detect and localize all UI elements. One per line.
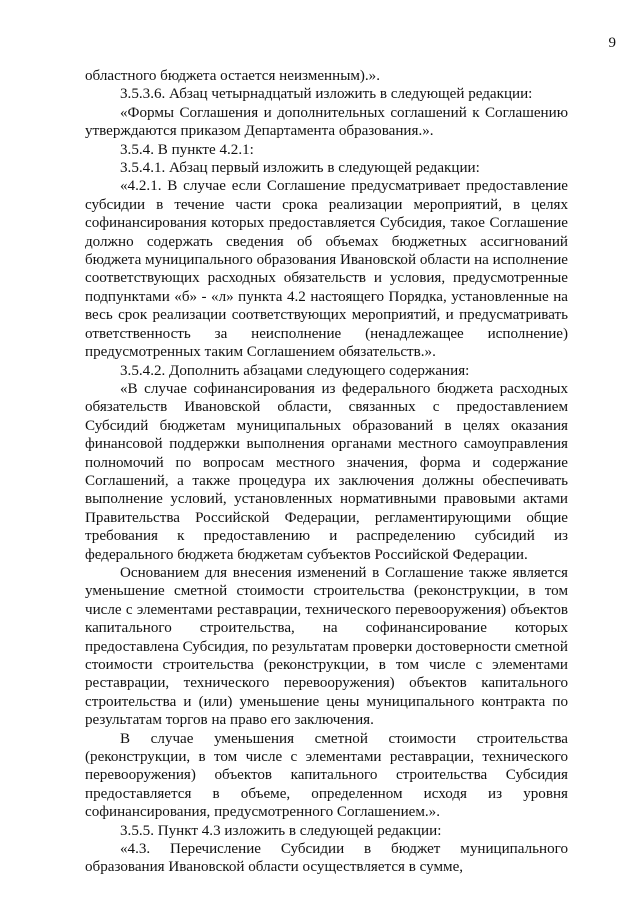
paragraph-1: областного бюджета остается неизменным).». — [85, 68, 381, 84]
paragraph-5: 3.5.4.1. Абзац первый изложить в следующей редакции: — [120, 160, 480, 177]
paragraph-2: 3.5.3.6. Абзац четырнадцатый изложить в следующей редакции: — [120, 86, 533, 103]
paragraph-7: 3.5.4.2. Дополнить абзацами следующего содержания: — [120, 362, 470, 379]
paragraph-8: «В случае софинансирования из федерального бюджета расходных обязательств Ивановской области, связанных с предоставлением Субсидий бюджетам муниципальных образований в целях оказания финансовой поддержки выполнения органами местного самоуправления полномочий по вопросам местного значения, форма и содержание Соглашений, а также процедура их заключения должны обеспечивать выполнение условий, установленных нормативными правовыми актами Правительства Российской Федерации, регламентирующими общие требования к предоставлению и распределению субсидий из федерального бюджета бюджетам субъектов Российской Федерации. — [85, 380, 568, 563]
page-number: 9 — [608, 35, 616, 51]
paragraph-10: В случае уменьшения сметной стоимости строительства (реконструкции, в том числе с элементами реставрации, технического перевооружения) объектов капитального строительства Субсидия предоставляется в объеме, определенном исходя из уровня софинансирования, предусмотренного Соглашением.». — [85, 730, 568, 821]
paragraph-11: 3.5.5. Пункт 4.3 изложить в следующей редакции: — [120, 822, 442, 839]
paragraph-3: «Формы Соглашения и дополнительных соглашений к Соглашению утверждаются приказом Департамента образования.». — [85, 104, 568, 140]
paragraph-4: 3.5.4. В пункте 4.2.1: — [120, 141, 254, 158]
document-body — [85, 67, 568, 877]
paragraph-9: Основанием для внесения изменений в Соглашение также является уменьшение сметной стоимости строительства (реконструкции, в том числе с элементами реставрации, технического перевооружения) объектов капитального строительства, на софинансирование которых предоставлена Субсидия, по результатам проверки достоверности сметной стоимости строительства (реконструкции, в том числе с элементами реставрации, технического перевооружения) объектов капитального строительства и (или) уменьшение цены муниципального контракта по результатам торгов на право его заключения. — [85, 564, 569, 729]
paragraph-12: «4.3. Перечисление Субсидии в бюджет муниципального образования Ивановской области осуществляется в сумме, — [85, 841, 568, 876]
paragraph-6: «4.2.1. В случае если Соглашение предусматривает предоставление субсидии в течение части срока реализации мероприятий, в целях софинансирования которых предоставляется Субсидия, такое Соглашение должно содержать сведения об объемах бюджетных ассигнований бюджета муниципального образования Ивановской области на исполнение соответствующих расходных обязательств и условия, предусмотренные подпунктами «б» - «л» пункта 4.2 настоящего Порядка, установленные на весь срок реализации соответствующих мероприятий, и предусматривать ответственность за неисполнение (ненадлежащее исполнение) предусмотренных таким Соглашением обязательств.». — [85, 178, 568, 361]
